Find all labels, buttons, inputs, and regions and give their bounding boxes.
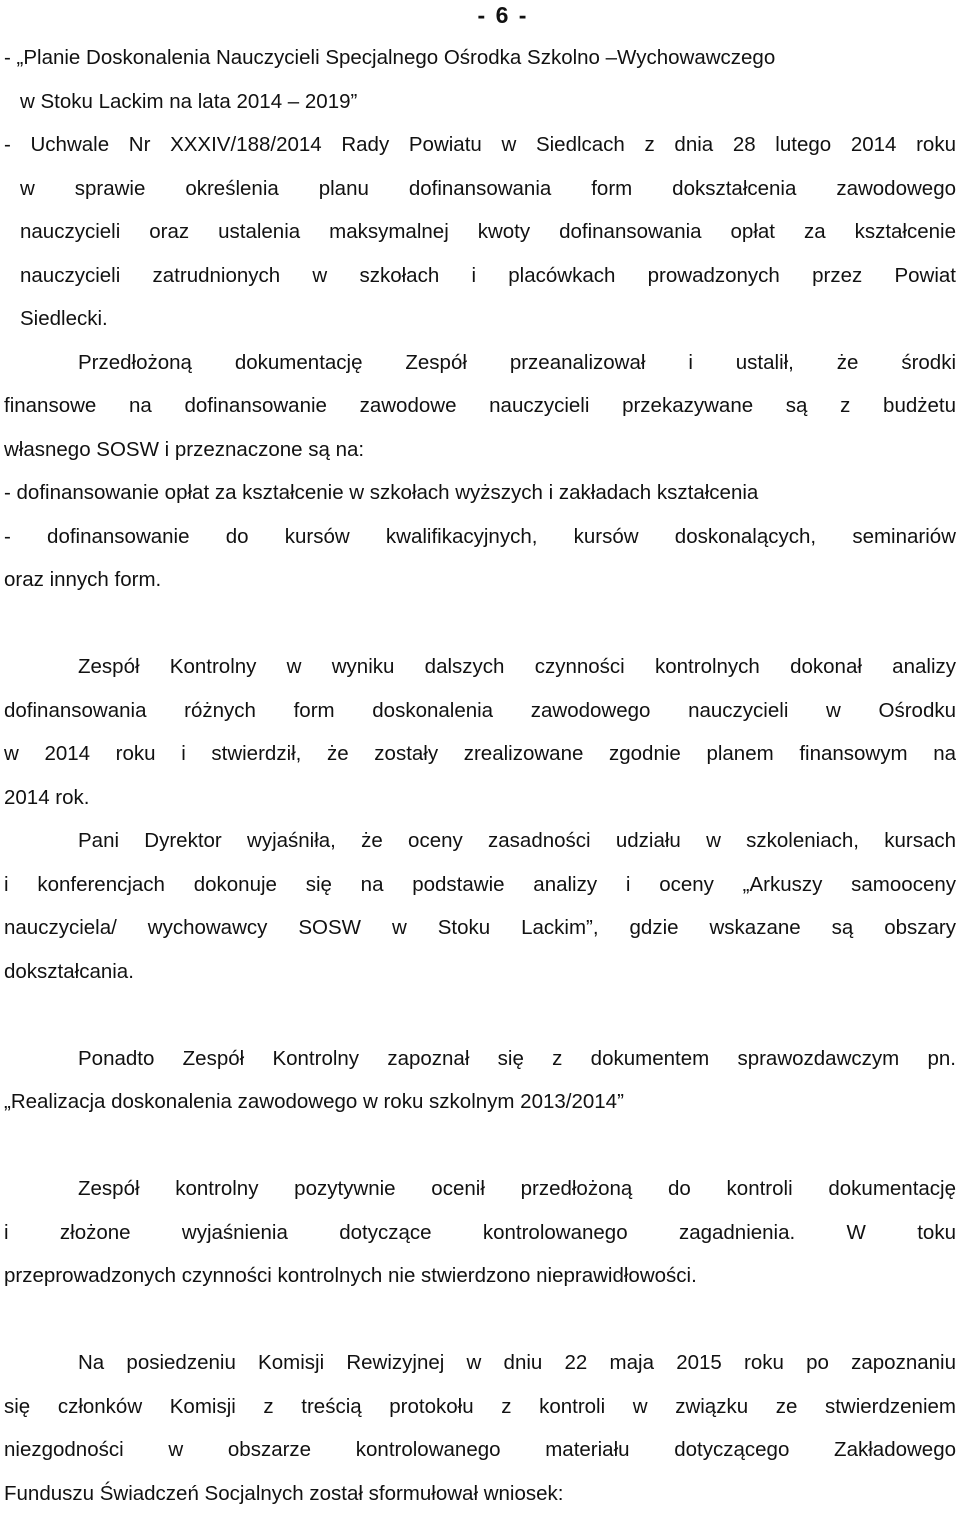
text-line: finansowe na dofinansowanie zawodowe nauczycieli przekazywane są z budżetu xyxy=(4,384,956,428)
page-number: - 6 - xyxy=(0,0,960,30)
paragraph-assessment xyxy=(4,1167,956,1298)
text-line: Siedlecki. xyxy=(4,297,956,341)
text-line: Zespół Kontrolny w wyniku dalszych czynności kontrolnych dokonał analizy xyxy=(4,645,956,689)
text-line: Na posiedzeniu Komisji Rewizyjnej w dniu 22 maja 2015 roku po zapoznaniu xyxy=(4,1341,956,1385)
text-line: - dofinansowanie do kursów kwalifikacyjnych, kursów doskonalących, seminariów xyxy=(4,515,956,559)
text-line: nauczycieli zatrudnionych w szkołach i placówkach prowadzonych przez Powiat xyxy=(4,254,956,298)
paragraph-director xyxy=(4,819,956,993)
paragraph-commission xyxy=(4,1341,956,1515)
document-body xyxy=(4,36,956,1515)
paragraph-funding xyxy=(4,341,956,602)
text-line: się członków Komisji z treścią protokołu z kontroli w związku ze stwierdzeniem xyxy=(4,1385,956,1429)
text-line: Funduszu Świadczeń Socjalnych został sformułował wniosek: xyxy=(4,1472,956,1515)
text-line: dokształcania. xyxy=(4,950,956,994)
paragraph-analysis xyxy=(4,645,956,819)
text-line: Przedłożoną dokumentację Zespół przeanalizował i ustalił, że środki xyxy=(4,341,956,385)
text-line: „Realizacja doskonalenia zawodowego w roku szkolnym 2013/2014” xyxy=(4,1080,956,1124)
text-line: - dofinansowanie opłat za kształcenie w szkołach wyższych i zakładach kształcenia xyxy=(4,471,956,515)
text-line: nauczycieli oraz ustalenia maksymalnej kwoty dofinansowania opłat za kształcenie xyxy=(4,210,956,254)
text-line: i konferencjach dokonuje się na podstawie analizy i oceny „Arkuszy samooceny xyxy=(4,863,956,907)
text-line: własnego SOSW i przeznaczone są na: xyxy=(4,428,956,472)
text-line: w Stoku Lackim na lata 2014 – 2019” xyxy=(4,80,956,124)
paragraph-report xyxy=(4,1037,956,1124)
text-line: w sprawie określenia planu dofinansowania form dokształcenia zawodowego xyxy=(4,167,956,211)
reference-list xyxy=(4,36,956,341)
text-line: niezgodności w obszarze kontrolowanego materiału dotyczącego Zakładowego xyxy=(4,1428,956,1472)
text-line: Ponadto Zespół Kontrolny zapoznał się z dokumentem sprawozdawczym pn. xyxy=(4,1037,956,1081)
text-line: Zespół kontrolny pozytywnie ocenił przedłożoną do kontroli dokumentację xyxy=(4,1167,956,1211)
text-line: w 2014 roku i stwierdził, że zostały zrealizowane zgodnie planem finansowym na xyxy=(4,732,956,776)
text-line: - Uchwale Nr XXXIV/188/2014 Rady Powiatu w Siedlcach z dnia 28 lutego 2014 roku xyxy=(4,123,956,167)
text-line: dofinansowania różnych form doskonalenia zawodowego nauczycieli w Ośrodku xyxy=(4,689,956,733)
text-line: przeprowadzonych czynności kontrolnych nie stwierdzono nieprawidłowości. xyxy=(4,1254,956,1298)
text-line: i złożone wyjaśnienia dotyczące kontrolowanego zagadnienia. W toku xyxy=(4,1211,956,1255)
text-line: - „Planie Doskonalenia Nauczycieli Specjalnego Ośrodka Szkolno –Wychowawczego xyxy=(4,36,956,80)
text-line: nauczyciela/ wychowawcy SOSW w Stoku Lackim”, gdzie wskazane są obszary xyxy=(4,906,956,950)
text-line: oraz innych form. xyxy=(4,558,956,602)
text-line: Pani Dyrektor wyjaśniła, że oceny zasadności udziału w szkoleniach, kursach xyxy=(4,819,956,863)
text-line: 2014 rok. xyxy=(4,776,956,820)
